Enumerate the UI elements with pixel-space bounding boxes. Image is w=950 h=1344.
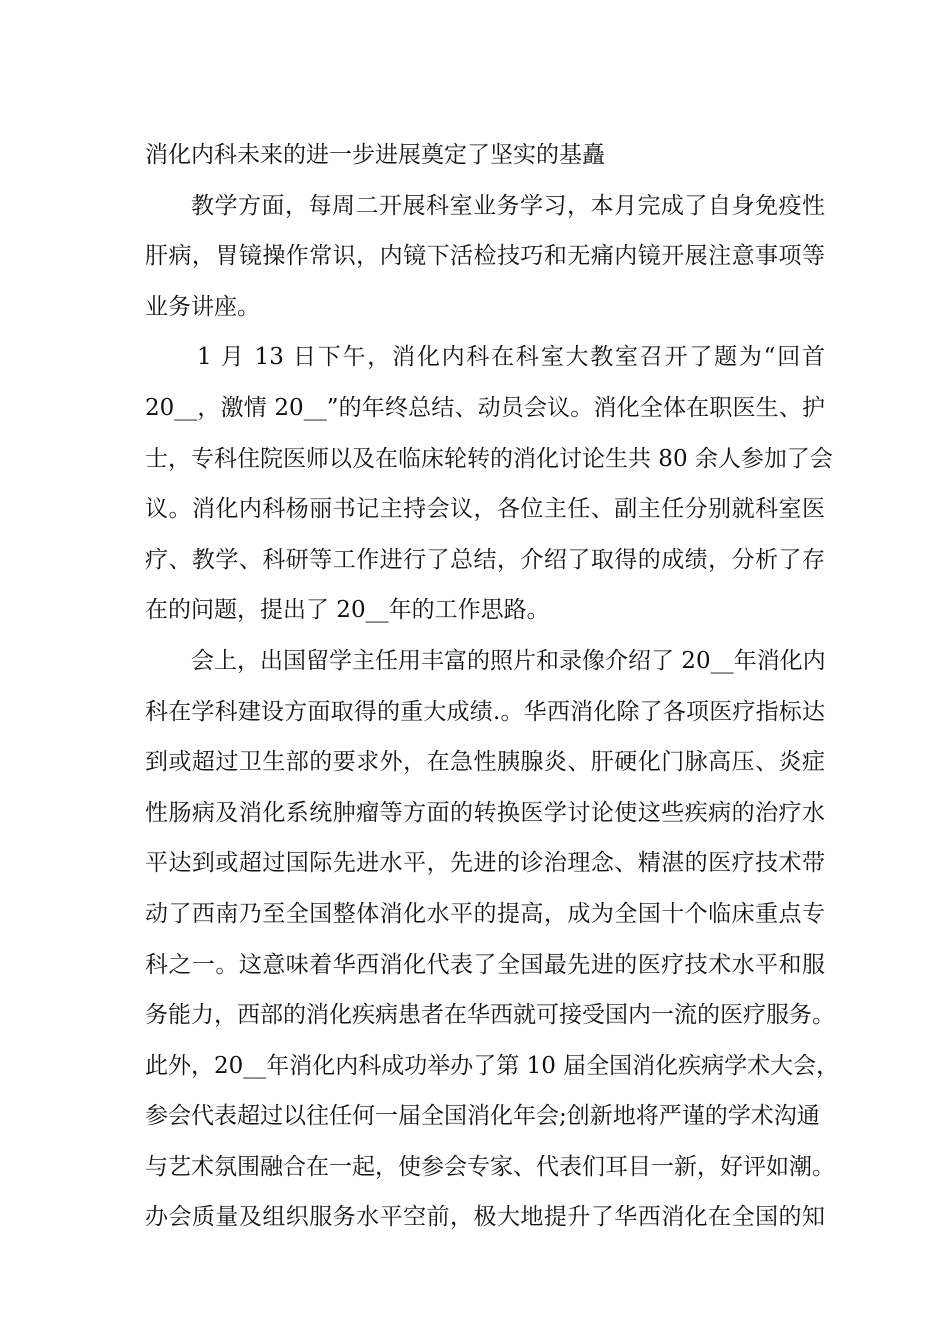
text-line: 参会代表超过以往任何一届全国消化年会;创新地将严谨的学术沟通 xyxy=(145,1103,820,1130)
text-line: 科在学科建设方面取得的重大成绩.。华西消化除了各项医疗指标达 xyxy=(145,698,825,725)
text-line: 议。消化内科杨丽书记主持会议，各位主任、副主任分别就科室医 xyxy=(145,496,825,523)
paragraph-start-line: 1 月 13 日下午，消化内科在科室大教室召开了题为“回首 xyxy=(197,344,825,371)
text-line: 科之一。这意味着华西消化代表了全国最先进的医疗技术水平和服 xyxy=(145,951,825,978)
text-line: 动了西南乃至全国整体消化水平的提高，成为全国十个临床重点专 xyxy=(145,900,825,927)
paragraph-start-line: 会上，出国留学主任用丰富的照片和录像介绍了 20__年消化内 xyxy=(191,647,826,674)
text-line: 与艺术氛围融合在一起，使参会专家、代表们耳目一新，好评如潮。 xyxy=(145,1153,835,1180)
text-line: 疗、教学、科研等工作进行了总结，介绍了取得的成绩，分析了存 xyxy=(145,546,825,573)
text-line: 性肠病及消化系统肿瘤等方面的转换医学讨论使这些疾病的治疗水 xyxy=(145,799,825,826)
text-line: 肝病，胃镜操作常识，内镜下活检技巧和无痛内镜开展注意事项等 xyxy=(145,243,825,270)
paragraph-start-line: 教学方面，每周二开展科室业务学习，本月完成了自身免疫性 xyxy=(191,192,825,219)
text-line: 务能力，西部的消化疾病患者在华西就可接受国内一流的医疗服务。 xyxy=(145,1002,835,1029)
text-line: 此外，20__年消化内科成功举办了第 10 届全国消化疾病学术大会， xyxy=(145,1052,840,1079)
text-line: 士，专科住院医师以及在临床轮转的消化讨论生共 80 余人参加了会 xyxy=(145,445,833,472)
text-line: 20__，激情 20__”的年终总结、动员会议。消化全体在职医生、护 xyxy=(145,394,825,421)
text-line: 平达到或超过国际先进水平，先进的诊治理念、精湛的医疗技术带 xyxy=(145,850,825,877)
text-line: 到或超过卫生部的要求外，在急性胰腺炎、肝硬化门脉高压、炎症 xyxy=(145,749,825,776)
text-line: 消化内科未来的进一步进展奠定了坚实的基矗 xyxy=(145,142,605,168)
document-body xyxy=(145,130,840,1243)
text-line: 业务讲座。 xyxy=(145,293,260,320)
text-line: 在的问题，提出了 20__年的工作思路。 xyxy=(145,597,550,624)
text-line: 办会质量及组织服务水平空前，极大地提升了华西消化在全国的知 xyxy=(145,1204,825,1231)
